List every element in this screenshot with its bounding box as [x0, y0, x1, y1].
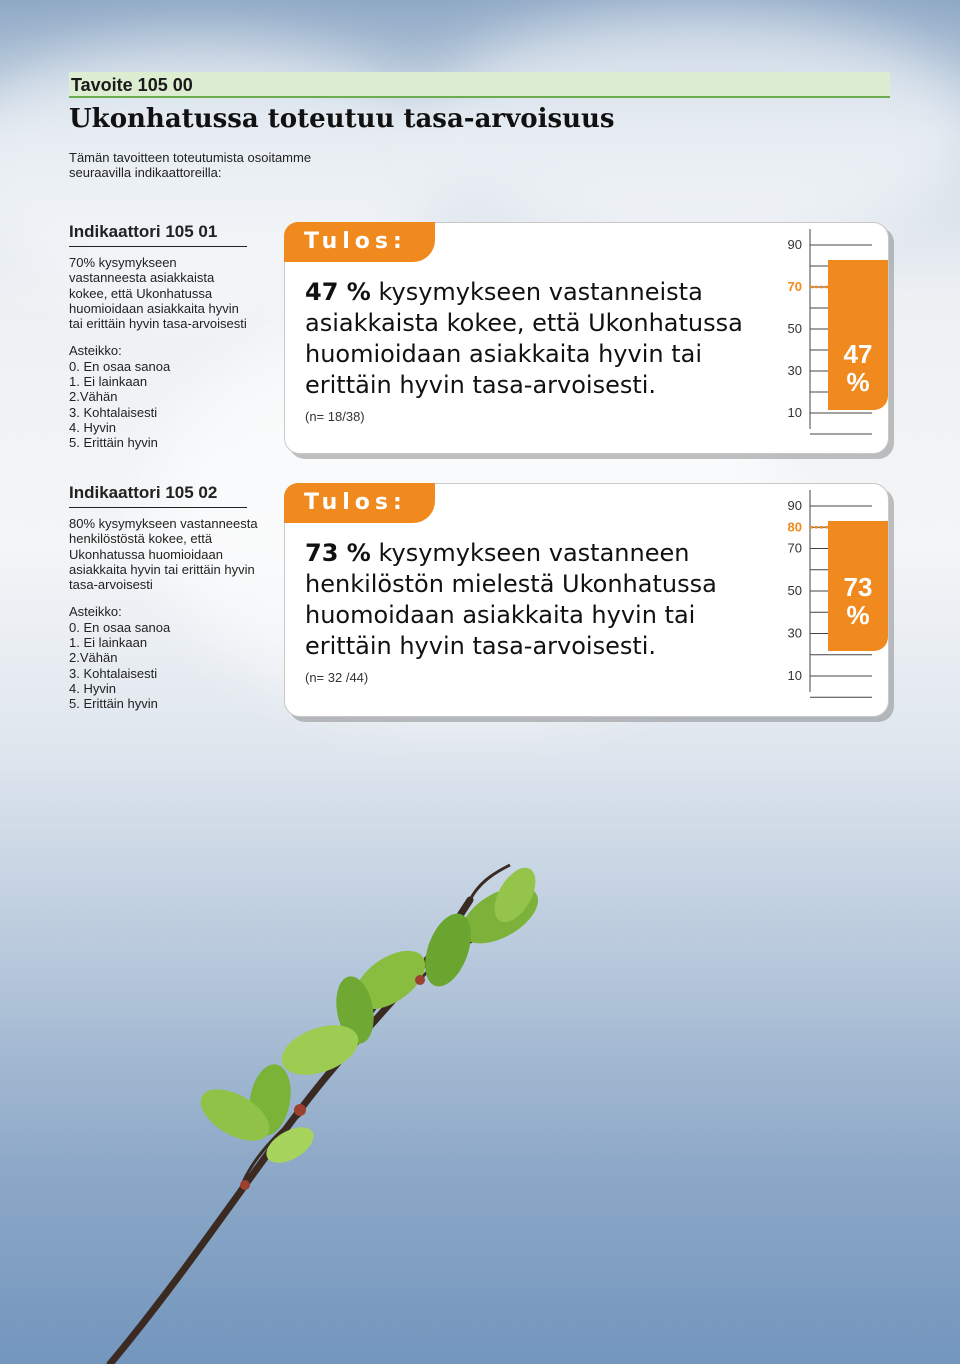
goal-label: Tavoite 105 00 — [71, 75, 193, 95]
gauge-label: 50 — [787, 321, 802, 336]
scale-item: 0. En osaa sanoa — [69, 358, 171, 374]
percent-box — [828, 260, 888, 410]
indicator-description: 70% kysymykseen vastanneesta asiakkaista kokee, että Ukonhatussa huomioidaan asiakkaita hyvin tai erittäin hyvin tasa-arvoisesti — [69, 255, 247, 332]
gauge-label: 70 — [787, 540, 802, 556]
scale-item: 5. Erittäin hyvin — [69, 435, 158, 451]
result-gauge — [768, 223, 888, 453]
result-tab: Tulos: — [284, 222, 435, 262]
scale-item: 2.Vähän — [69, 650, 118, 666]
indicator-105-01 — [69, 222, 279, 451]
scale-list — [69, 359, 279, 451]
gauge-label: 10 — [787, 405, 802, 420]
gauge-label: 10 — [787, 668, 802, 683]
birch-branch-image — [0, 860, 640, 1364]
percent-number: 73 — [843, 572, 873, 602]
result-box-1 — [284, 222, 889, 454]
gauge-label: 30 — [787, 363, 802, 378]
result-text — [305, 277, 775, 401]
indicator-title: Indikaattori 105 01 — [69, 222, 247, 247]
percent-sign: % — [846, 367, 870, 397]
gauge-label: 30 — [787, 625, 802, 641]
indicator-description: 80% kysymykseen vastanneesta henkilöstöstä kokee, että Ukonhatussa huomioidaan asiakkaita hyvin tai erittäin hyvin tasa-arvoisesti — [69, 516, 258, 593]
percent-box — [828, 521, 888, 651]
scale-label: Asteikko: — [69, 343, 122, 359]
scale-item: 4. Hyvin — [69, 419, 116, 435]
gauge-target-label: 80 — [787, 519, 802, 535]
scale-item: 3. Kohtalaisesti — [69, 404, 158, 420]
scale-item: 4. Hyvin — [69, 680, 116, 696]
scale-label: Asteikko: — [69, 604, 122, 620]
goal-title: Ukonhatussa toteutuu tasa-arvoisuus — [69, 104, 615, 134]
scale-list — [69, 620, 279, 712]
scale-item: 1. Ei lainkaan — [69, 374, 148, 390]
percent-sign: % — [846, 600, 870, 630]
scale-item: 0. En osaa sanoa — [69, 619, 171, 635]
sample-size: (n= 18/38) — [305, 409, 365, 424]
goal-label-bar — [69, 72, 890, 98]
result-value: 73 % — [305, 539, 371, 567]
result-tab: Tulos: — [284, 483, 435, 523]
gauge-label: 90 — [787, 237, 802, 252]
goal-intro: Tämän tavoitteen toteutumista osoitamme seuraavilla indikaattoreilla: — [69, 150, 312, 180]
scale-item: 2.Vähän — [69, 389, 118, 405]
gauge-label: 50 — [787, 583, 802, 598]
scale-item: 1. Ei lainkaan — [69, 635, 148, 651]
result-description: kysymykseen vastanneista asiakkaista kokee, että Ukonhatussa huomioidaan asiakkaita hyvin tai erittäin hyvin tasa-arvoisesti. — [305, 278, 743, 399]
indicator-105-02 — [69, 483, 279, 712]
result-value: 47 % — [305, 278, 371, 306]
indicator-title: Indikaattori 105 02 — [69, 483, 247, 508]
result-description: kysymykseen vastanneen henkilöstön mielestä Ukonhatussa huomoidaan asiakkaita hyvin tai erittäin hyvin tasa-arvoisesti. — [305, 539, 717, 660]
result-text — [305, 538, 775, 662]
gauge-target-label: 70 — [787, 279, 802, 294]
gauge-label: 90 — [787, 498, 802, 513]
scale-item: 3. Kohtalaisesti — [69, 665, 158, 681]
scale-item: 5. Erittäin hyvin — [69, 696, 158, 712]
sample-size: (n= 32 /44) — [305, 670, 369, 685]
result-box-2 — [284, 483, 889, 717]
percent-number: 47 — [843, 339, 873, 369]
result-gauge — [768, 484, 888, 716]
